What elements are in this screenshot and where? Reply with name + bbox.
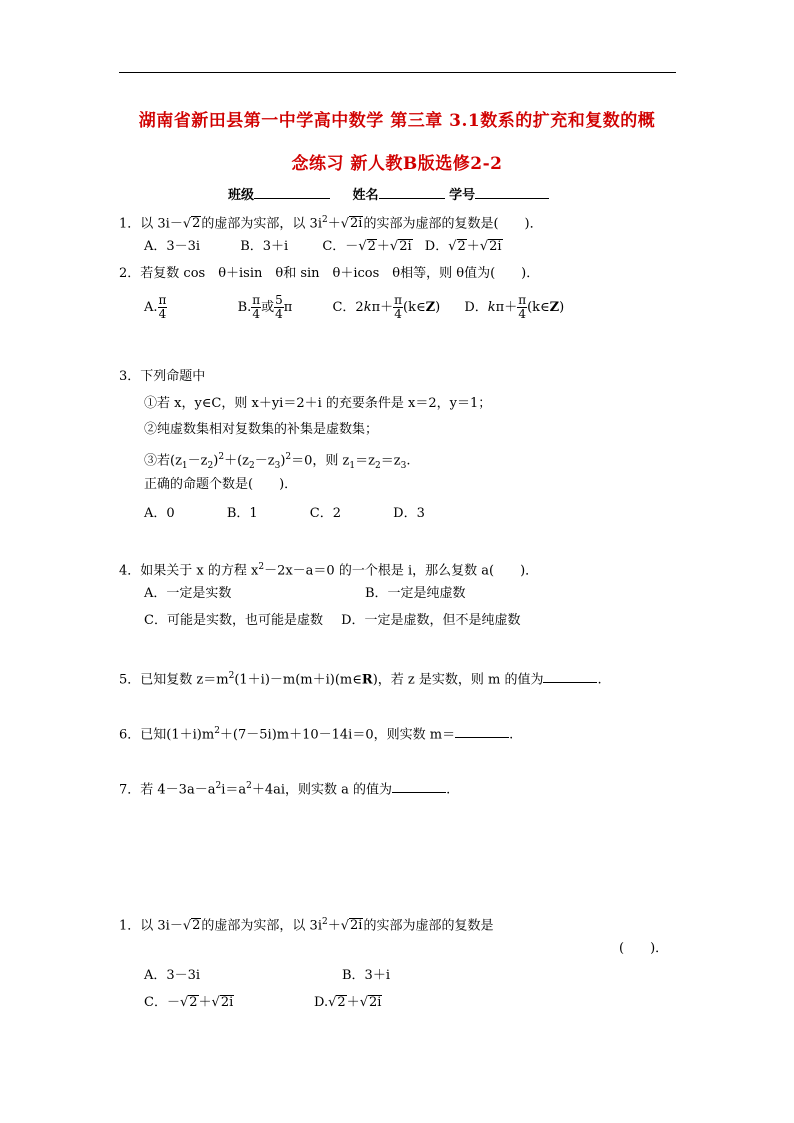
q1-option-c-prefix: C．－: [322, 239, 359, 254]
question-1-repeat: [119, 913, 493, 935]
q2-option-b-label: B.: [237, 300, 252, 315]
q3-s3-b: －z: [187, 453, 208, 469]
question-7: [119, 777, 450, 799]
q3-option-d[interactable]: D．3: [393, 506, 425, 521]
exponent: 2: [218, 452, 225, 462]
exponent: 2: [258, 562, 265, 572]
subscript: 2: [207, 460, 214, 471]
q3-s3-g: ＝0，则 z: [291, 453, 350, 469]
question-1: [119, 211, 543, 233]
denominator: 4: [518, 307, 526, 321]
pi-plus: π＋: [495, 300, 518, 315]
q1b-text-b: 的虚部为实部，以 3i: [201, 918, 322, 934]
sqrt-icon: √: [359, 995, 368, 1010]
q4-option-b[interactable]: B．一定是纯虚数: [365, 586, 466, 601]
q1b-options-row1: [144, 967, 390, 985]
question-4: [119, 558, 538, 580]
q1b-answer-paren: ( )．: [619, 941, 669, 956]
q1-option-d-prefix: D．: [424, 239, 449, 254]
q1-number: 1．: [119, 216, 141, 232]
q2-option-c-prefix: C．2: [332, 300, 364, 315]
doc-title-line2: 念练习 新人教B版选修2-2: [291, 154, 503, 174]
sqrt-icon: √: [182, 918, 192, 934]
q7-text-a: 若 4－3a－a: [140, 782, 216, 798]
pi-plus: π＋: [371, 300, 394, 315]
q4-option-c[interactable]: C．可能是实数，也可能是虚数: [144, 613, 323, 628]
fraction: [158, 294, 168, 321]
q1b-text-a: 以 3i－: [140, 918, 183, 934]
subscript: 3: [274, 460, 281, 471]
question-3: [119, 368, 205, 386]
sqrt-icon: √: [340, 216, 350, 232]
q2-option-d[interactable]: [464, 293, 565, 321]
q2-option-b[interactable]: [237, 293, 293, 321]
q1b-option-d-radicand: 2: [337, 995, 346, 1010]
q3-s3-d: ＋(z: [224, 453, 249, 469]
q3-s3-i: ＝z: [380, 453, 401, 469]
close-paren: ): [559, 300, 565, 315]
q1-option-d-radicand-i: 2i: [489, 239, 502, 254]
denominator: 4: [252, 307, 261, 321]
k-in-text: (k∈: [527, 300, 550, 315]
numerator: 5: [275, 293, 283, 307]
pi-symbol: π: [283, 300, 293, 315]
exponent: 2: [321, 917, 328, 927]
q1-option-c-radicand-i: 2i: [399, 239, 412, 254]
exponent: 2: [215, 781, 222, 791]
q1-option-d[interactable]: [425, 239, 503, 254]
q1-option-b[interactable]: B．3＋i: [240, 239, 289, 254]
q2-option-a[interactable]: [144, 293, 167, 321]
question-6: [119, 722, 513, 744]
variable-k: k: [487, 300, 496, 315]
q1b-option-c-radicand-i: 2i: [220, 995, 234, 1010]
q4-option-d[interactable]: D．一定是虚数，但不是纯虚数: [341, 613, 521, 628]
q3-s3-h: ＝z: [355, 453, 375, 469]
q1b-option-b[interactable]: B．3＋i: [342, 968, 390, 983]
class-field[interactable]: [254, 185, 330, 199]
q1-text-a: 以 3i－: [140, 216, 183, 232]
real-set-symbol: R: [361, 672, 373, 688]
q5-answer-blank[interactable]: [543, 669, 597, 683]
q2-option-c[interactable]: [332, 293, 441, 321]
q7-answer-blank[interactable]: [392, 779, 446, 793]
q5-text-a: 已知复数 z＝m: [140, 672, 229, 688]
q5-period: .: [597, 672, 602, 688]
q1b-option-d-prefix: D.: [314, 995, 329, 1010]
fraction: [393, 294, 403, 321]
q3-option-c[interactable]: C．2: [309, 506, 341, 521]
q4-options-row1: [144, 585, 466, 603]
subscript: 2: [248, 460, 255, 471]
q7-text-b: i＝a: [221, 782, 247, 798]
sqrt-icon: √: [211, 995, 220, 1010]
header-rule: [119, 72, 676, 73]
q6-text-a: 已知(1＋i)m: [140, 727, 215, 743]
q1-option-c-plus: ＋: [376, 239, 390, 254]
numerator: π: [394, 293, 403, 307]
q1-text-b: 的虚部为实部，以 3i: [201, 216, 322, 232]
q4-text-b: －2x－a＝0 的一个根是 i，那么复数 a( )．: [264, 563, 539, 579]
subscript: 2: [374, 460, 381, 471]
q3-statement-1: ①若 x，y∈C，则 x＋yi＝2＋i 的充要条件是 x＝2，y＝1；: [144, 396, 492, 411]
q3-options: [144, 505, 425, 523]
q1-text-d: 的实部为虚部的复数是( )．: [363, 216, 543, 232]
q6-number: 6．: [119, 727, 141, 743]
q1b-radicand: 2: [192, 918, 201, 934]
q1-option-c-radicand: 2: [367, 239, 376, 254]
q1b-radicand-i: 2i: [350, 918, 363, 934]
q3-s3-c: ): [213, 453, 219, 469]
exponent: 2: [285, 452, 292, 462]
q1b-text-d: 的实部为虚部的复数是: [363, 918, 494, 934]
q1b-text-c: ＋: [327, 918, 341, 934]
fraction: [517, 294, 527, 321]
sqrt-icon: √: [340, 918, 350, 934]
integer-set-symbol: Z: [549, 300, 560, 315]
q1b-option-d[interactable]: [314, 994, 382, 1012]
integer-set-symbol: Z: [425, 300, 436, 315]
subscript: 1: [181, 460, 188, 471]
q1-option-c[interactable]: [322, 239, 412, 254]
exponent: 2: [228, 671, 235, 681]
id-label: 学号: [449, 188, 476, 203]
q7-number: 7．: [119, 782, 141, 798]
q2-options: [144, 292, 564, 332]
q4-number: 4．: [119, 563, 141, 579]
q6-answer-blank[interactable]: [455, 724, 509, 738]
k-in-text: (k∈: [403, 300, 426, 315]
numerator: π: [158, 293, 167, 307]
q3-statement-2: ②纯虚数集相对复数集的补集是虚数集；: [144, 422, 379, 437]
q1b-option-d-plus: ＋: [346, 995, 360, 1010]
numerator: π: [252, 293, 261, 307]
q6-text-b: ＋(7－5i)m＋10－14i＝0，则实数 m＝: [219, 727, 456, 743]
denominator: 4: [158, 307, 167, 321]
exponent: 2: [214, 726, 220, 736]
q1b-option-c-radicand: 2: [189, 995, 198, 1010]
q2-text: 若复数 cos θ＋isin θ和 sin θ＋icos θ相等，则 θ值为( )．: [140, 266, 540, 281]
q7-period: .: [446, 782, 451, 798]
q1-radicand-i: 2i: [350, 216, 363, 232]
sqrt-icon: √: [389, 239, 399, 254]
q1-option-d-radicand: 2: [457, 239, 466, 254]
close-paren: ): [435, 300, 441, 315]
q5-number: 5．: [119, 672, 141, 688]
q1b-option-c-plus: ＋: [198, 995, 212, 1010]
doc-title-line1: 湖南省新田县第一中学高中数学 第三章 3.1数系的扩充和复数的概: [138, 111, 656, 131]
q5-text-b: (1＋i)－m(m＋i)(m∈: [234, 672, 362, 688]
q2-number: 2．: [119, 266, 141, 281]
denominator: 4: [275, 307, 283, 321]
q3-statement-3: [144, 448, 410, 475]
sqrt-icon: √: [479, 239, 489, 254]
q1-option-d-plus: ＋: [466, 239, 480, 254]
exponent: 2: [246, 781, 252, 791]
q3-option-b[interactable]: B．1: [226, 506, 258, 521]
numerator: π: [518, 293, 527, 307]
q1b-option-d-radicand-i: 2i: [368, 995, 382, 1010]
fraction: [274, 294, 284, 321]
q6-period: .: [509, 727, 514, 743]
q1b-number: 1．: [119, 918, 141, 934]
q1b-options-row2: [144, 994, 382, 1012]
q1-radicand: 2: [192, 216, 201, 232]
student-info-row: [228, 185, 549, 205]
name-label: 姓名: [352, 188, 379, 203]
sqrt-icon: √: [328, 995, 337, 1010]
q4-options-row2: [144, 612, 521, 630]
subscript: 1: [349, 460, 356, 471]
q4-text-a: 如果关于 x 的方程 x: [140, 563, 259, 579]
q1-exponent: 2: [321, 215, 328, 225]
question-5: [119, 667, 602, 689]
sqrt-icon: √: [182, 216, 192, 232]
q1-text-c: ＋: [327, 216, 341, 232]
q3-question: 正确的命题个数是( )．: [144, 477, 298, 492]
q3-s3-f: ): [280, 453, 286, 469]
subscript: 3: [400, 460, 407, 471]
denominator: 4: [394, 307, 402, 321]
q3-s3-j: .: [406, 453, 411, 469]
q3-number: 3．: [119, 369, 141, 384]
q7-text-c: ＋4ai，则实数 a 的值为: [251, 782, 393, 798]
class-label: 班级: [228, 188, 255, 203]
q3-s3-e: －z: [254, 453, 275, 469]
q3-s3-a: ③若(z: [144, 453, 182, 469]
q3-intro: 下列命题中: [140, 369, 206, 384]
variable-k: k: [363, 300, 372, 315]
question-2: [119, 265, 539, 283]
q2-option-d-prefix: D．: [464, 300, 488, 315]
sqrt-icon: √: [358, 239, 367, 254]
q1b-option-a[interactable]: A．3－3i: [144, 968, 201, 983]
sqrt-icon: √: [448, 239, 457, 254]
fraction: [251, 294, 261, 321]
q1-options: [144, 238, 503, 256]
q1-option-a[interactable]: A．3－3i: [144, 239, 201, 254]
q2-option-a-label: A.: [144, 300, 158, 315]
sqrt-icon: √: [179, 995, 189, 1010]
q1b-option-c-prefix: C．－: [144, 995, 180, 1010]
or-text: 或: [261, 300, 275, 315]
q1b-option-c[interactable]: [144, 995, 234, 1010]
q3-option-a[interactable]: A．0: [144, 506, 175, 521]
q5-text-c: )，若 z 是实数，则 m 的值为: [372, 672, 544, 688]
q4-option-a[interactable]: A．一定是实数: [144, 586, 232, 601]
id-field[interactable]: [475, 185, 549, 199]
name-field[interactable]: [379, 185, 445, 199]
